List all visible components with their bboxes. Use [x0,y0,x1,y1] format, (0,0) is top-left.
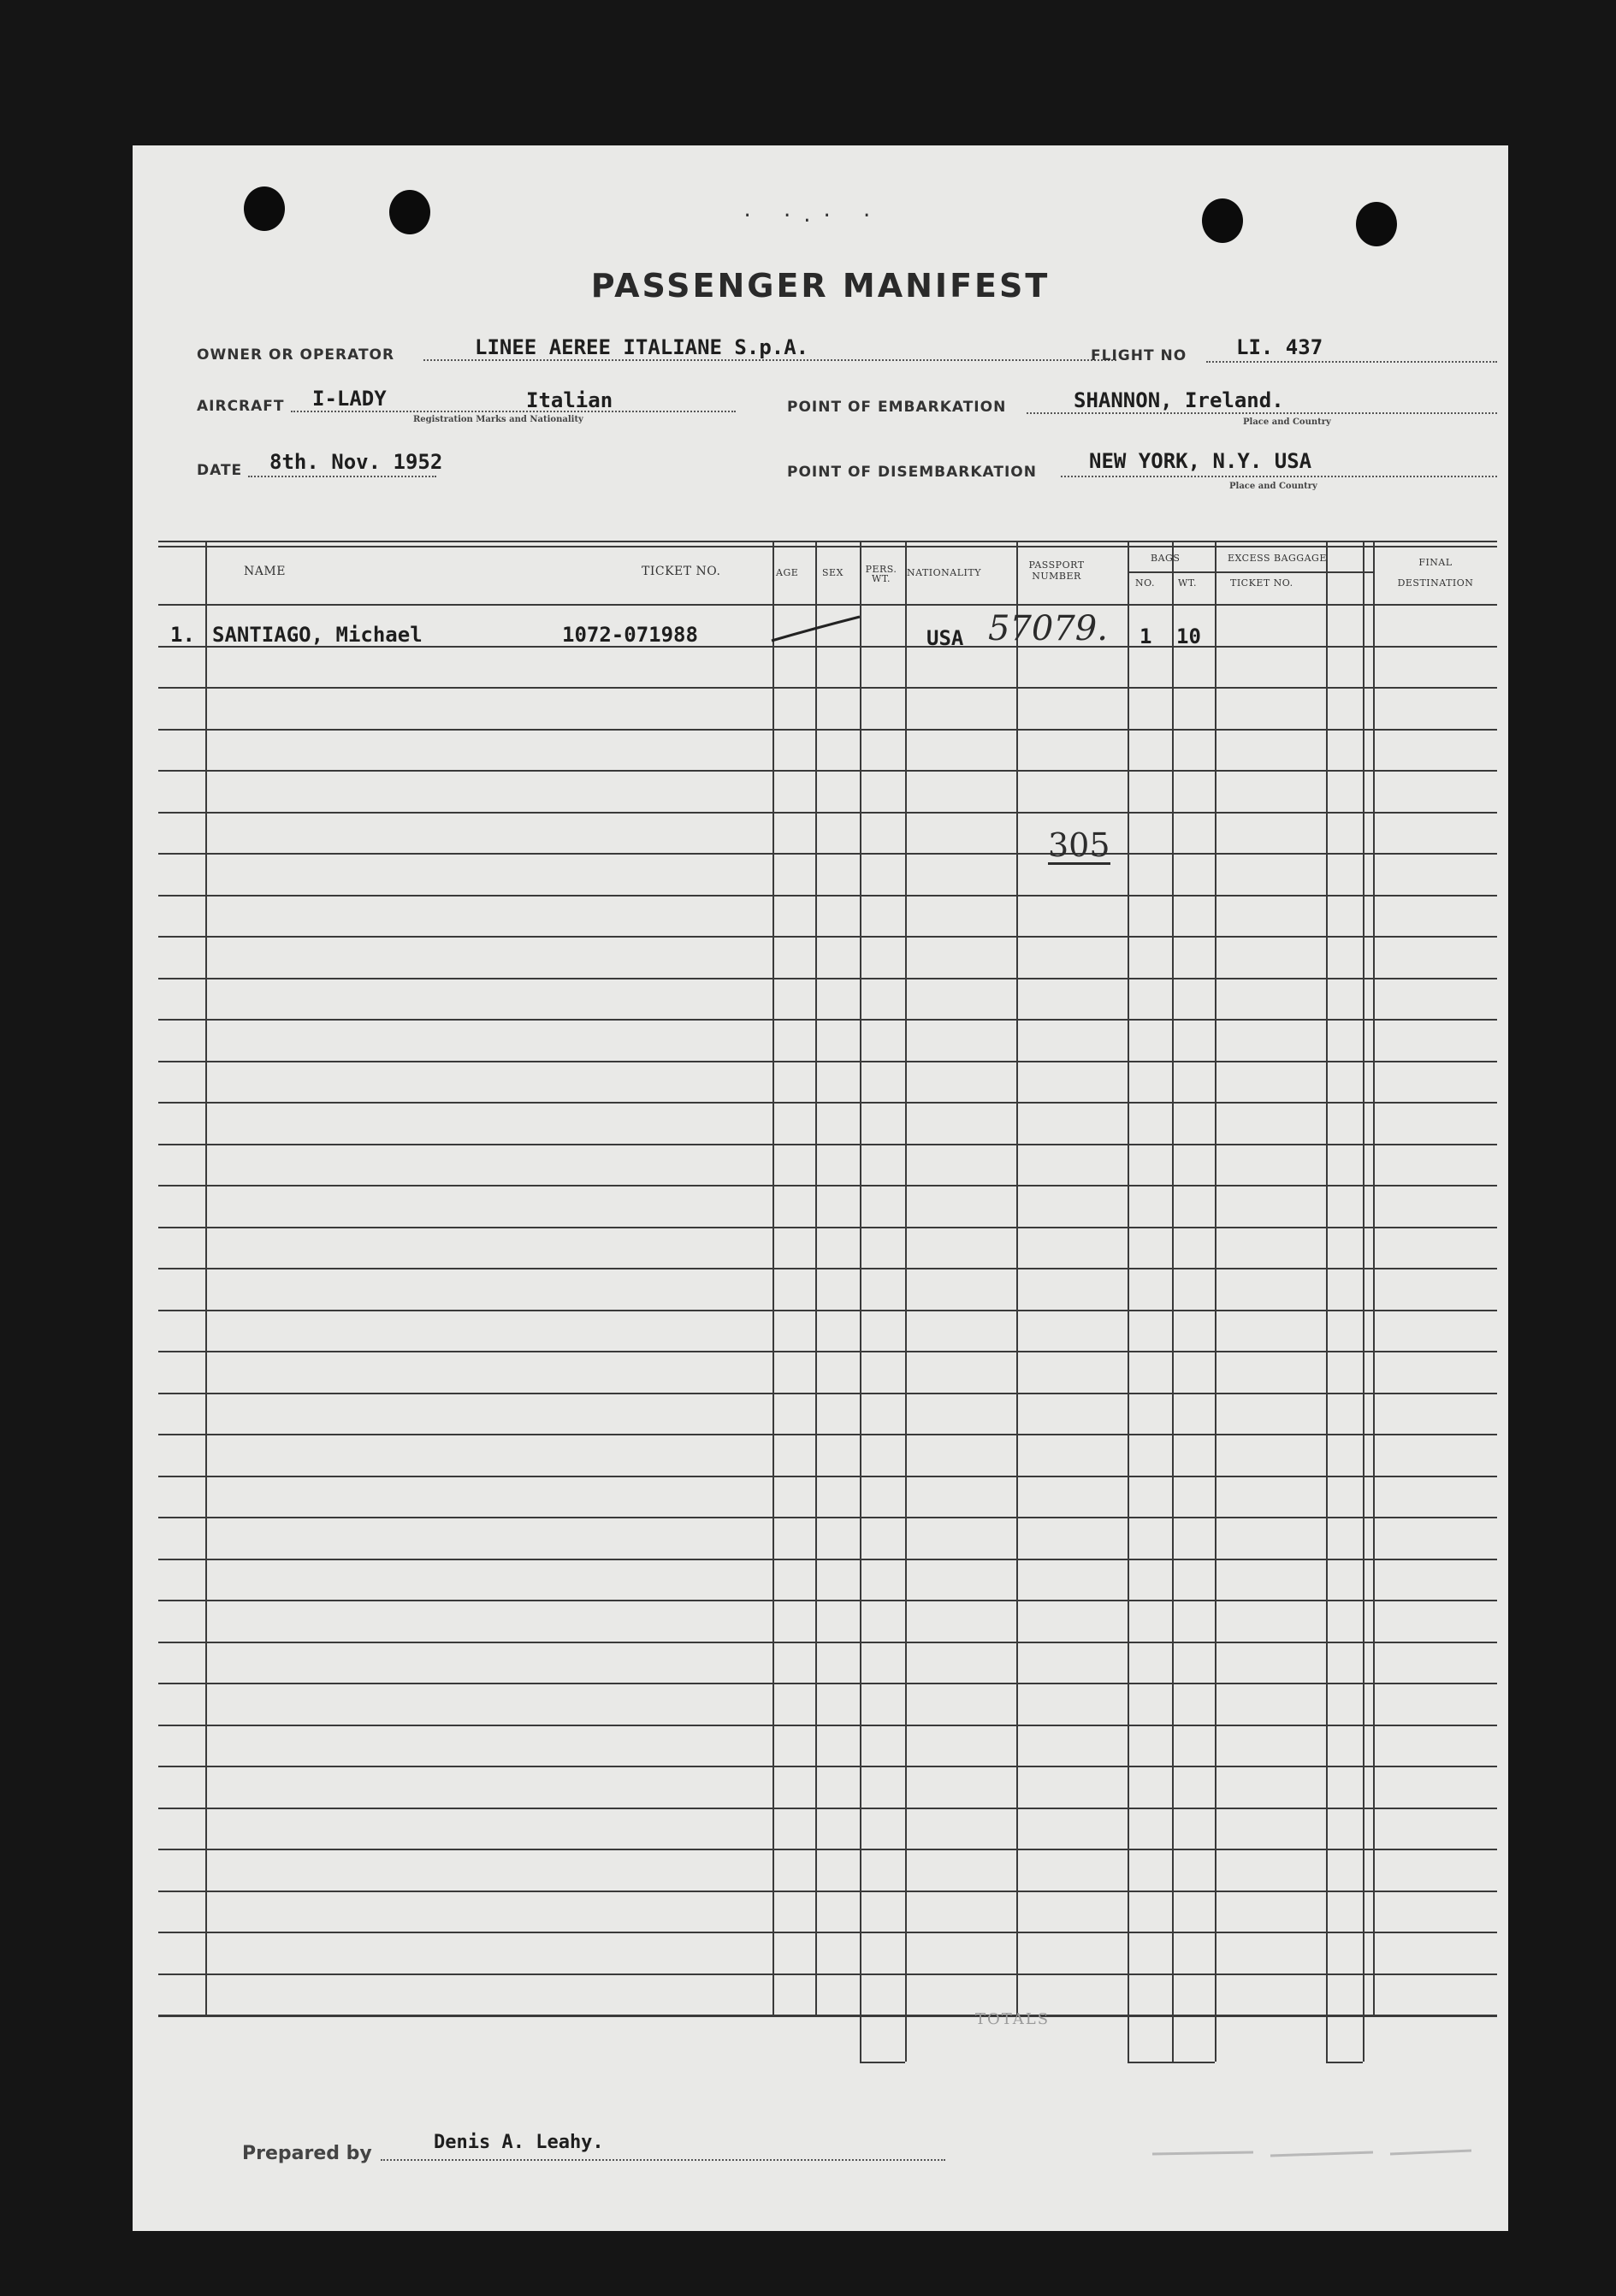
table-rule [158,1144,1497,1145]
flight-underline [1206,361,1497,363]
table-column-rule [860,541,861,2062]
manifest-page [133,145,1508,2231]
table-rule [158,1559,1497,1560]
totals-box-bottom [1172,2062,1215,2063]
col-header-passport: PASSPORT NUMBER [1028,559,1085,582]
table-column-rule [772,541,774,2015]
table-rule [158,1849,1497,1850]
col-header-name: NAME [244,565,286,578]
table-rule [158,853,1497,855]
table-rule [158,1434,1497,1435]
owner-label: OWNER OR OPERATOR [197,346,395,364]
embarkation-underline [1027,412,1497,414]
owner-value: LINEE AEREE ITALIANE S.p.A. [475,335,809,359]
embarkation-caption: Place and Country [1243,417,1331,427]
col-header-bags-no: NO. [1135,577,1155,589]
table-rule [158,1351,1497,1352]
table-rule [158,1642,1497,1643]
table-rule [158,1766,1497,1767]
table-rule [158,1808,1497,1809]
prepared-by-value: Denis A. Leahy. [434,2132,604,2153]
table-rule [158,1725,1497,1726]
col-header-nationality: NATIONALITY [907,567,981,578]
col-header-excess-ticket: TICKET NO. [1230,577,1293,589]
age-sex-dash-mark [770,612,864,646]
bags-count: 1 [1139,624,1152,648]
col-header-bags-wt: WT. [1178,577,1198,589]
bags-weight: 10 [1176,624,1201,648]
table-column-rule [1128,541,1129,2062]
table-rule [158,1227,1497,1228]
date-label: DATE [197,462,243,479]
table-column-rule [1215,541,1216,2062]
table-rule [158,1102,1497,1104]
table-column-rule [1172,541,1174,2062]
annotation-305: 305 [1048,826,1110,864]
table-rule [158,978,1497,979]
table-rule [158,770,1497,772]
flight-label: FLIGHT NO [1091,347,1187,364]
col-header-pers-wt: PERS. WT. [865,564,897,584]
table-column-rule [1373,541,1375,2015]
col-header-ticket: TICKET NO. [642,565,721,578]
col-header-bags: BAGS [1151,553,1181,564]
date-underline [248,476,436,477]
totals-label: TOTALS [975,2010,1051,2028]
table-column-rule [1363,541,1364,2062]
table-rule [158,2015,1497,2017]
aircraft-underline [291,411,736,412]
table-rule [158,1973,1497,1975]
header-subdivider [1215,571,1373,573]
nationality-value: USA [926,626,964,650]
disembarkation-value: NEW YORK, N.Y. USA [1089,449,1312,473]
table-rule [158,895,1497,897]
page-title: PASSENGER MANIFEST [590,267,1051,305]
col-header-age: AGE [776,567,799,578]
table-column-rule [815,541,817,2015]
table-rule [158,729,1497,731]
table-rule [158,1185,1497,1186]
table-top-border [158,546,1497,547]
speck-marks: · ·.· · [742,205,881,227]
flight-value: LI. 437 [1236,335,1323,359]
punch-hole [244,186,285,231]
embarkation-value: SHANNON, Ireland. [1074,388,1284,412]
table-rule [158,1393,1497,1394]
table-rule [158,687,1497,689]
totals-box-bottom [1326,2062,1363,2063]
prepared-by-label: Prepared by [242,2143,372,2164]
col-header-final-destination: FINAL DESTINATION [1397,557,1474,589]
row-number: 1. [170,623,195,647]
table-column-rule [1016,541,1018,2015]
table-rule [158,1891,1497,1892]
aircraft-caption: Registration Marks and Nationality [413,415,583,424]
table-rule [158,1019,1497,1021]
disembarkation-underline [1061,476,1497,477]
table-column-rule [905,541,907,2062]
col-header-excess-baggage: EXCESS BAGGAGE [1228,553,1327,564]
owner-underline [423,359,1116,361]
totals-box-bottom [860,2062,905,2063]
aircraft-nationality: Italian [526,388,613,412]
punch-hole [1202,198,1243,243]
table-rule [158,1600,1497,1601]
prepared-by-underline [381,2159,945,2161]
totals-box-bottom [1128,2062,1172,2063]
aircraft-registration: I-LADY [312,387,387,411]
table-header-border [158,604,1497,606]
table-rule [158,1061,1497,1062]
date-value: 8th. Nov. 1952 [269,450,443,474]
table-rule [158,1517,1497,1518]
disembarkation-label: POINT OF DISEMBARKATION [787,464,1037,481]
ticket-number: 1072-071988 [562,623,698,647]
table-rule [158,1476,1497,1477]
passport-number: 57079. [988,609,1108,648]
embarkation-label: POINT OF EMBARKATION [787,399,1007,416]
punch-hole [389,190,430,234]
punch-hole [1356,202,1397,246]
table-rule [158,936,1497,938]
passenger-name: SANTIAGO, Michael [212,623,423,647]
table-rule [158,1932,1497,1933]
table-rule [158,812,1497,814]
col-header-sex: SEX [822,567,844,578]
table-rule [158,1268,1497,1269]
disembarkation-caption: Place and Country [1229,482,1317,491]
faded-signature-line [1151,2137,1476,2163]
table-rule [158,1310,1497,1311]
aircraft-label: AIRCRAFT [197,398,285,415]
table-rule [158,1683,1497,1684]
header-subdivider [1128,571,1215,573]
table-column-rule [1326,541,1328,2062]
table-column-rule [205,541,207,2015]
table-top-border [158,541,1497,542]
